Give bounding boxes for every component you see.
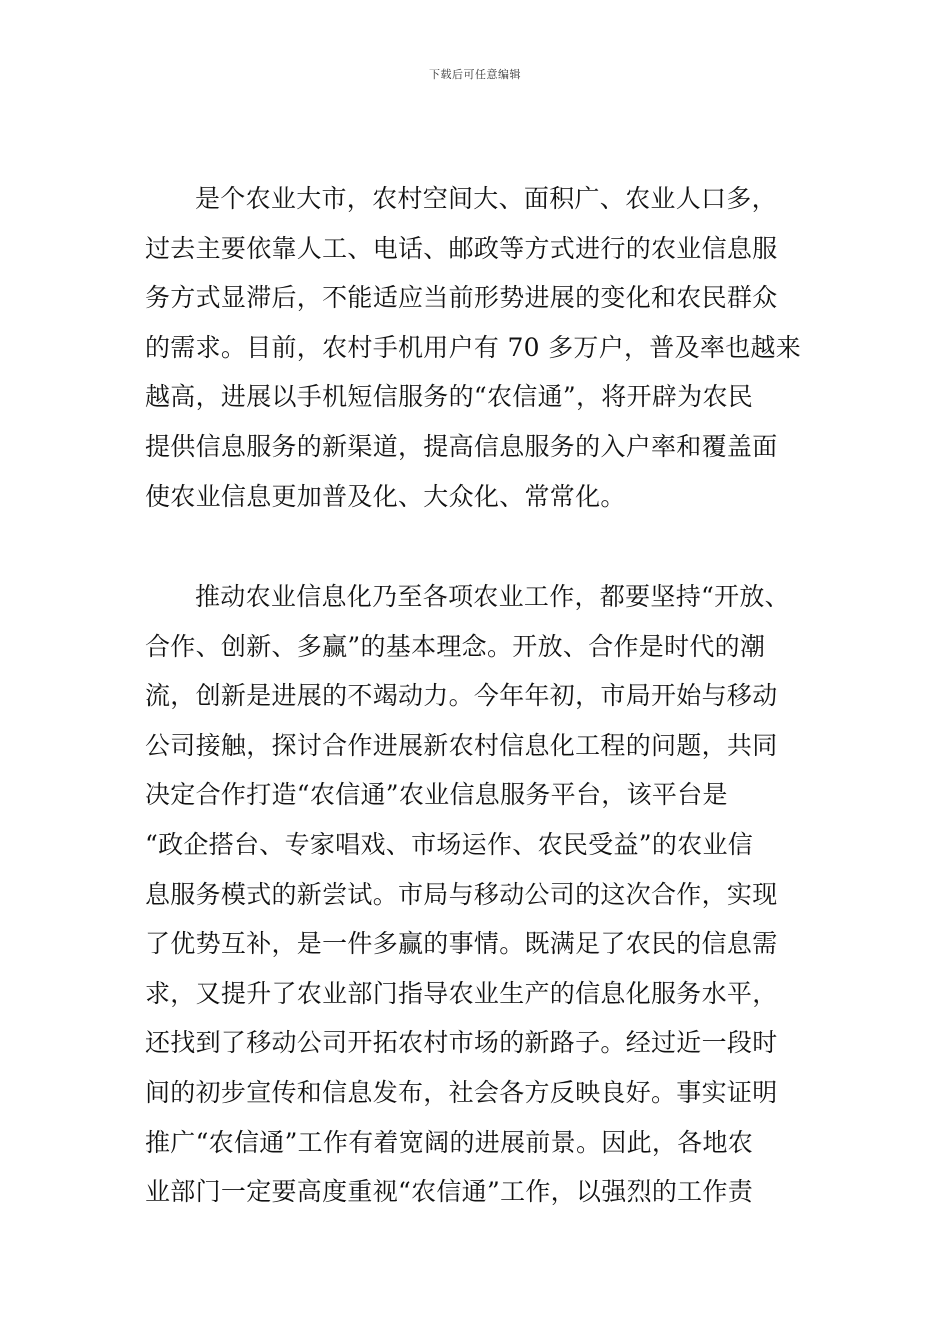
- page-header-note: 下载后可任意编辑: [429, 68, 521, 81]
- paragraph-line: 决定合作打造“农信通”农业信息服务平台，该平台是: [145, 780, 728, 810]
- paragraph-line: 公司接触，探讨合作进展新农村信息化工程的问题，共同: [145, 730, 778, 760]
- paragraph-line: 了优势互补，是一件多赢的事情。既满足了农民的信息需: [145, 929, 778, 959]
- paragraph-line: 合作、创新、多赢”的基本理念。开放、合作是时代的潮: [145, 631, 766, 661]
- paragraph-line: 越高，进展以手机短信服务的“农信通”，将开辟为农民: [145, 382, 754, 412]
- paragraph-line: 还找到了移动公司开拓农村市场的新路子。经过近一段时: [145, 1028, 778, 1058]
- paragraph-line: 息服务模式的新尝试。市局与移动公司的这次合作，实现: [145, 879, 778, 909]
- paragraph-line: 的需求。目前，农村手机用户有 70 多万户，普及率也越来: [145, 332, 802, 362]
- paragraph-line: 推动农业信息化乃至各项农业工作，都要坚持“开放、: [195, 582, 790, 611]
- paragraph-line: 使农业信息更加普及化、大众化、常常化。: [145, 481, 626, 511]
- paragraph-line: 推广“农信通”工作有着宽阔的进展前景。因此，各地农: [145, 1127, 754, 1157]
- paragraph-1: [145, 174, 810, 521]
- paragraph-line: 业部门一定要高度重视“农信通”工作，以强烈的工作责: [145, 1177, 754, 1207]
- paragraph-line: 间的初步宣传和信息发布，社会各方反映良好。事实证明: [145, 1077, 778, 1107]
- paragraph-2: [145, 572, 810, 1266]
- paragraph-line: 是个农业大市，农村空间大、面积广、农业人口多，: [195, 184, 777, 213]
- paragraph-line: 提供信息服务的新渠道，提高信息服务的入户率和覆盖面: [145, 431, 778, 461]
- paragraph-line: 务方式显滞后，不能适应当前形势进展的变化和农民群众: [145, 283, 778, 313]
- paragraph-line: “政企搭台、专家唱戏、市场运作、农民受益”的农业信: [145, 829, 754, 859]
- paragraph-line: 过去主要依靠人工、电话、邮政等方式进行的农业信息服: [145, 233, 778, 263]
- paragraph-line: 求，又提升了农业部门指导农业生产的信息化服务水平，: [145, 978, 778, 1008]
- paragraph-line: [145, 1217, 810, 1267]
- paragraph-line: 流，创新是进展的不竭动力。今年年初，市局开始与移动: [145, 681, 778, 711]
